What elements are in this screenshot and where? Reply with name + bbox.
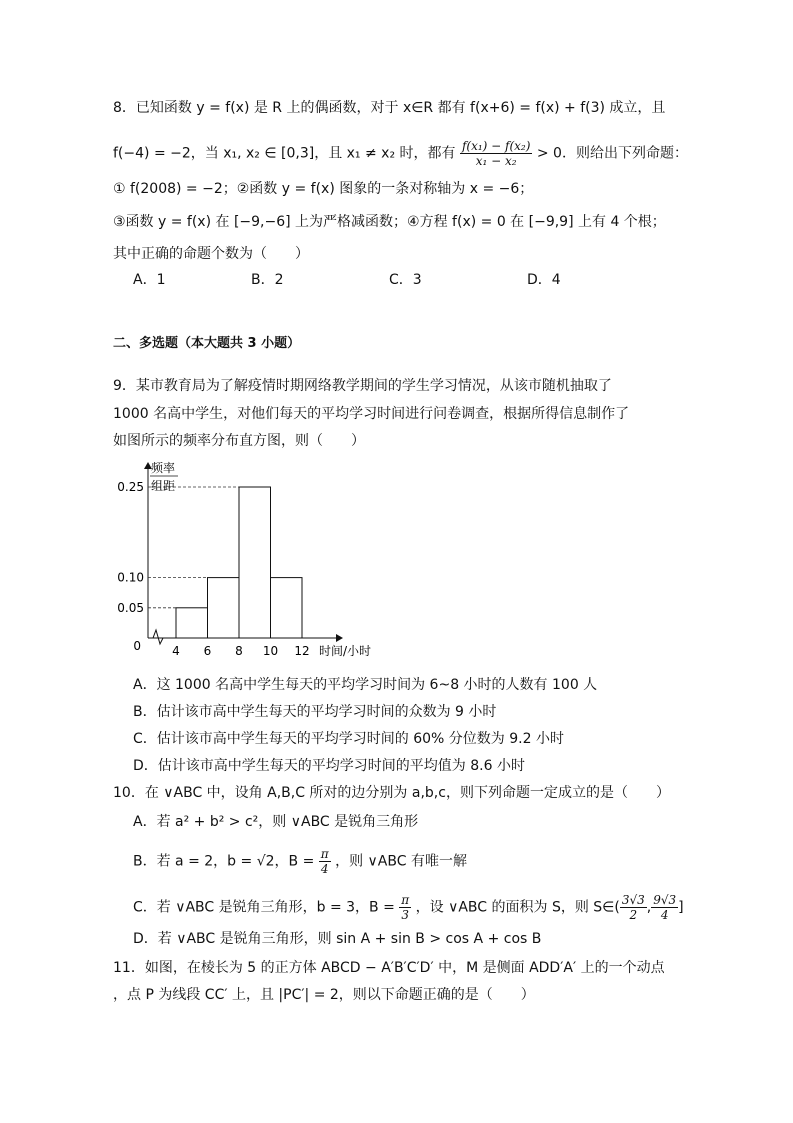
- q8-line2-start: f(−4) = −2，当 x₁, x₂ ∈ [0,3]，且 x₁ ≠ x₂ 时，都有: [113, 145, 456, 162]
- x-tick-label: 10: [262, 644, 279, 658]
- q8-line2: [113, 139, 688, 168]
- q11-line1: 11．如图，在棱长为 5 的正方体 ABCD − A′B′C′D′ 中，M 是侧面 ADD′A′ 上的一个动点: [113, 960, 665, 976]
- q10-c-fraction-lower: [620, 893, 647, 922]
- q10-c-frac-upper-num: 9√3: [653, 893, 677, 907]
- q10-c-end: ]: [678, 899, 684, 916]
- q9-line1: 9．某市教育局为了解疫情时期网络教学期间的学生学习情况，从该市随机抽取了: [113, 378, 612, 394]
- q9-option-b: B．估计该市高中学生每天的平均学习时间的众数为 9 小时: [133, 704, 497, 720]
- q8-option-c: C．3: [389, 272, 422, 288]
- q8-line2-end: > 0．则给出下列命题：: [536, 145, 688, 162]
- histogram-bar: [239, 487, 271, 638]
- q10-stem: 10．在 ∨ABC 中，设角 A,B,C 所对的边分别为 a,b,c，则下列命题一定成立的是（ ）: [113, 785, 670, 801]
- q9-option-a: A．这 1000 名高中学生每天的平均学习时间为 6~8 小时的人数有 100 人: [133, 677, 598, 693]
- q8-line3: ① f(2008) = −2；②函数 y = f(x) 图象的一条对称轴为 x = −6；: [113, 181, 534, 197]
- y-tick-label: 0.10: [117, 570, 144, 585]
- q10-b-frac-num: π: [320, 847, 329, 861]
- q10-option-a: A．若 a² + b² > c²，则 ∨ABC 是锐角三角形: [133, 814, 419, 830]
- q8-option-d: D．4: [527, 272, 561, 288]
- q8-fraction: [460, 139, 532, 168]
- section-heading: 二、多选题（本大题共 3 小题）: [113, 336, 301, 351]
- q10-c-frac-lower-den: 2: [629, 908, 638, 922]
- q8-option-a: A．1: [133, 272, 166, 288]
- y-axis-label-top: 频率: [151, 461, 176, 475]
- x-tick-label: 6: [203, 644, 212, 658]
- histogram-chart: [110, 455, 390, 670]
- q10-c-fraction-upper: [651, 893, 678, 922]
- histogram-bar: [176, 608, 208, 638]
- origin-label: 0: [133, 639, 141, 653]
- q10-c-fraction-b: [399, 893, 411, 922]
- x-axis-label: 时间/小时: [319, 644, 372, 658]
- y-axis-label-bottom: 组距: [151, 479, 176, 493]
- q9-option-c: C．估计该市高中学生每天的平均学习时间的 60% 分位数为 9.2 小时: [133, 731, 564, 747]
- q8-line5: 其中正确的命题个数为（ ）: [113, 246, 309, 262]
- histogram-bar: [208, 578, 240, 638]
- q8-frac-numerator: f(x₁) − f(x₂): [461, 139, 531, 153]
- x-tick-label: 12: [294, 644, 310, 658]
- x-tick-label: 4: [172, 644, 180, 658]
- q10-c-frac-b-den: 3: [401, 908, 410, 922]
- q10-b-end: ，则 ∨ABC 有唯一解: [335, 853, 467, 870]
- q10-c-frac-upper-den: 4: [660, 908, 669, 922]
- q10-option-c: [133, 893, 684, 922]
- q10-c-start: C．若 ∨ABC 是锐角三角形，b = 3，B =: [133, 899, 395, 916]
- q8-line4: ③函数 y = f(x) 在 [−9,−6] 上为严格减函数；④方程 f(x) = 0 在 [−9,9] 上有 4 个根；: [113, 214, 666, 230]
- q10-b-start: B．若 a = 2，b = √2，B =: [133, 853, 315, 870]
- q10-option-b: [133, 847, 467, 876]
- q8-option-b: B．2: [251, 272, 284, 288]
- q10-c-comma: ,: [646, 899, 652, 916]
- q10-c-middle: ，设 ∨ABC 的面积为 S，则 S∈(: [415, 899, 620, 916]
- q10-b-frac-den: 4: [320, 862, 329, 876]
- q10-b-fraction: [319, 847, 331, 876]
- axis-break-mark: [148, 630, 168, 644]
- q11-line2: ，点 P 为线段 CC′ 上，且 |PC′| = 2，则以下命题正确的是（ ）: [113, 987, 535, 1003]
- q10-c-frac-lower-num: 3√3: [621, 893, 645, 907]
- x-tick-label: 8: [235, 644, 243, 658]
- q8-line1: 8．已知函数 y = f(x) 是 R 上的偶函数，对于 x∈R 都有 f(x+6) = f(x) + f(3) 成立，且: [113, 100, 666, 116]
- q10-option-d: D．若 ∨ABC 是锐角三角形，则 sin A + sin B > cos A + cos B: [133, 931, 542, 947]
- q8-frac-denominator: x₁ − x₂: [475, 154, 517, 168]
- y-tick-label: 0.25: [117, 480, 144, 494]
- q9-line2: 1000 名高中学生，对他们每天的平均学习时间进行问卷调查，根据所得信息制作了: [113, 406, 630, 422]
- q9-line3: 如图所示的频率分布直方图，则（ ）: [113, 433, 365, 449]
- q9-option-d: D．估计该市高中学生每天的平均学习时间的平均值为 8.6 小时: [133, 758, 525, 774]
- y-tick-label: 0.05: [117, 600, 144, 615]
- histogram-bar: [271, 578, 303, 638]
- q10-c-frac-b-num: π: [401, 893, 410, 907]
